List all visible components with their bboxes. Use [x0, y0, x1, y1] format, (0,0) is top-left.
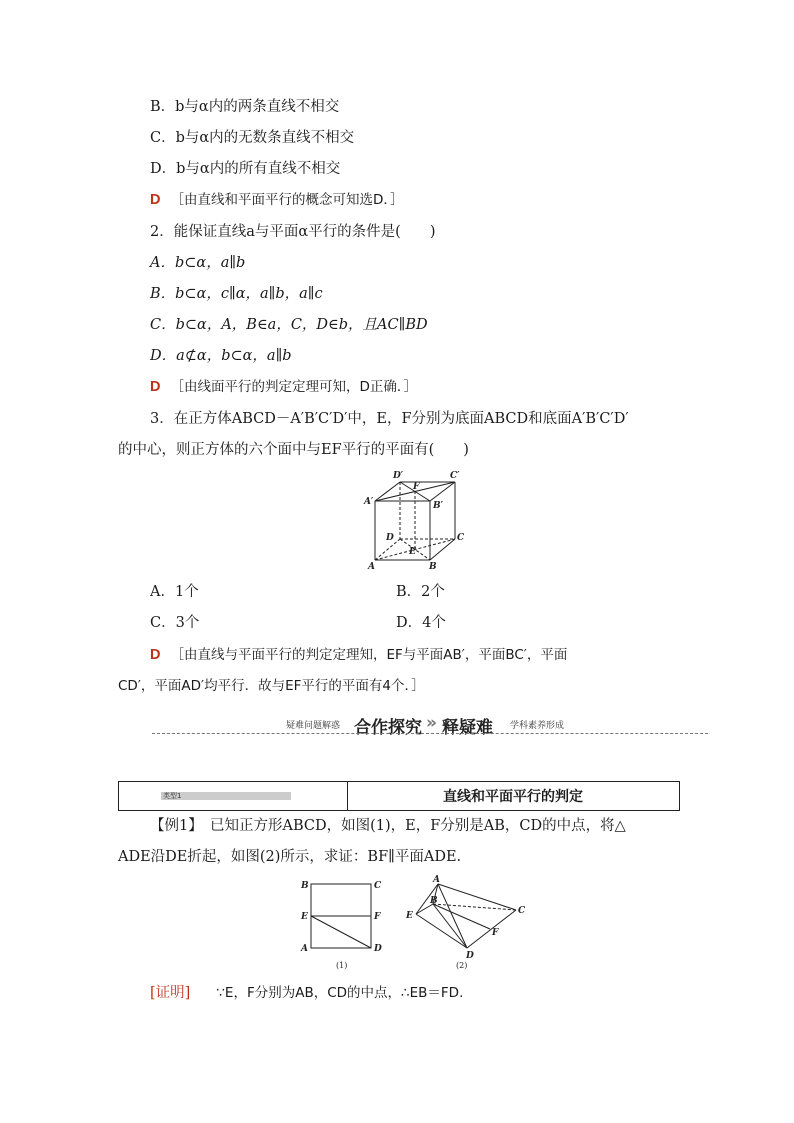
fig1-caption: (1) — [336, 961, 348, 970]
section-banner — [152, 714, 708, 736]
label-c: C — [457, 533, 465, 543]
label-d1: D′ — [393, 471, 404, 481]
q2-answer-text: ［由线面平行的判定定理可知，D正确．］ — [170, 379, 418, 395]
q2-option-c: C．b⊂α，A，B∈a，C，D∈b，且AC∥BD — [150, 317, 428, 333]
label-a: A — [368, 562, 375, 572]
q3-option-b: B．2个 — [396, 584, 445, 600]
q3-stem-line1: 3．在正方体ABCD－A′B′C′D′中，E，F分别为底面ABCD和底面A′B′C′D′ — [150, 411, 629, 427]
q3-answer-line2: CD′，平面AD′均平行．故与EF平行的平面有4个．］ — [118, 678, 425, 694]
q1-option-b: B．b与α内的两条直线不相交 — [150, 99, 340, 115]
label-b: B — [429, 562, 437, 572]
q1-answer-text: ［由直线和平面平行的概念可知选D．］ — [170, 192, 404, 208]
banner-main-text2: 释疑难 — [442, 718, 493, 738]
example1-line2: ADE沿DE折起，如图(2)所示，求证：BF∥平面ADE. — [118, 849, 462, 865]
fig2-caption: (2) — [456, 961, 468, 970]
label-c1: C′ — [450, 471, 460, 481]
q2-answer-letter: D — [150, 379, 161, 395]
topic-title: 直线和平面平行的判定 — [443, 789, 583, 805]
q2-option-b: B．b⊂α，c∥α，a∥b，a∥c — [150, 286, 323, 302]
fig2-label-b: B — [430, 896, 438, 906]
label-d: D — [386, 533, 394, 543]
label-a1: A′ — [364, 497, 374, 507]
topic-box — [118, 781, 680, 811]
q1-answer-letter: D — [150, 192, 161, 208]
q2-stem: 2．能保证直线a与平面α平行的条件是( ) — [150, 224, 436, 240]
fig1-label-d: D — [374, 944, 382, 954]
proof-label: [证明] — [150, 985, 191, 1001]
example1-line1: 【例1】 已知正方形ABCD，如图(1)，E，F分别是AB，CD的中点，将△ — [150, 818, 626, 834]
q3-answer-text1: ［由直线与平面平行的判定定理知，EF与平面AB′，平面BC′，平面 — [170, 647, 568, 663]
folded-figure — [400, 872, 530, 972]
fig1-label-f: F — [374, 912, 381, 922]
fig1-label-a: A — [301, 944, 308, 954]
label-b1: B′ — [433, 501, 443, 511]
square-figure — [296, 876, 386, 972]
fig1-label-c: C — [374, 881, 382, 891]
q1-answer — [150, 190, 404, 210]
fig1-label-e: E — [301, 912, 308, 922]
q3-option-c: C．3个 — [150, 615, 200, 631]
q3-option-d: D．4个 — [396, 615, 446, 631]
q2-answer — [150, 377, 417, 397]
fig1-label-b: B — [301, 881, 309, 891]
q3-answer-line1 — [150, 645, 567, 665]
q2-option-d: D．a⊄α，b⊂α，a∥b — [150, 348, 292, 364]
topic-box-left — [119, 782, 348, 810]
q2-option-a: A．b⊂α，a∥b — [150, 255, 246, 271]
q3-stem-line2: 的中心，则正方体的六个面中与EF平行的平面有( ) — [118, 442, 469, 458]
banner-arrow-icon: » — [426, 713, 437, 733]
q1-option-d: D．b与α内的所有直线不相交 — [150, 161, 341, 177]
q3-answer-letter: D — [150, 647, 161, 663]
banner-main-text: 合作探究 — [354, 718, 422, 738]
banner-rule — [152, 733, 708, 735]
fig2-label-a: A — [433, 875, 440, 885]
fig2-label-e: E — [406, 911, 413, 921]
q3-option-a: A．1个 — [150, 584, 199, 600]
label-e: E — [409, 547, 416, 557]
fig2-label-c: C — [518, 906, 526, 916]
proof-line — [150, 983, 463, 1003]
fig2-label-f: F — [492, 928, 499, 938]
proof-text: ∵E，F分别为AB，CD的中点，∴EB＝FD. — [216, 985, 464, 1001]
q1-option-c: C．b与α内的无数条直线不相交 — [150, 130, 355, 146]
label-f: F — [413, 482, 420, 492]
cube-figure — [360, 466, 470, 572]
banner-left-text: 疑难问题解惑 — [286, 721, 341, 731]
fig2-label-d: D — [466, 951, 474, 961]
banner-right-text: 学科素养形成 — [510, 721, 565, 731]
topic-tag: 类型1 — [163, 792, 182, 800]
